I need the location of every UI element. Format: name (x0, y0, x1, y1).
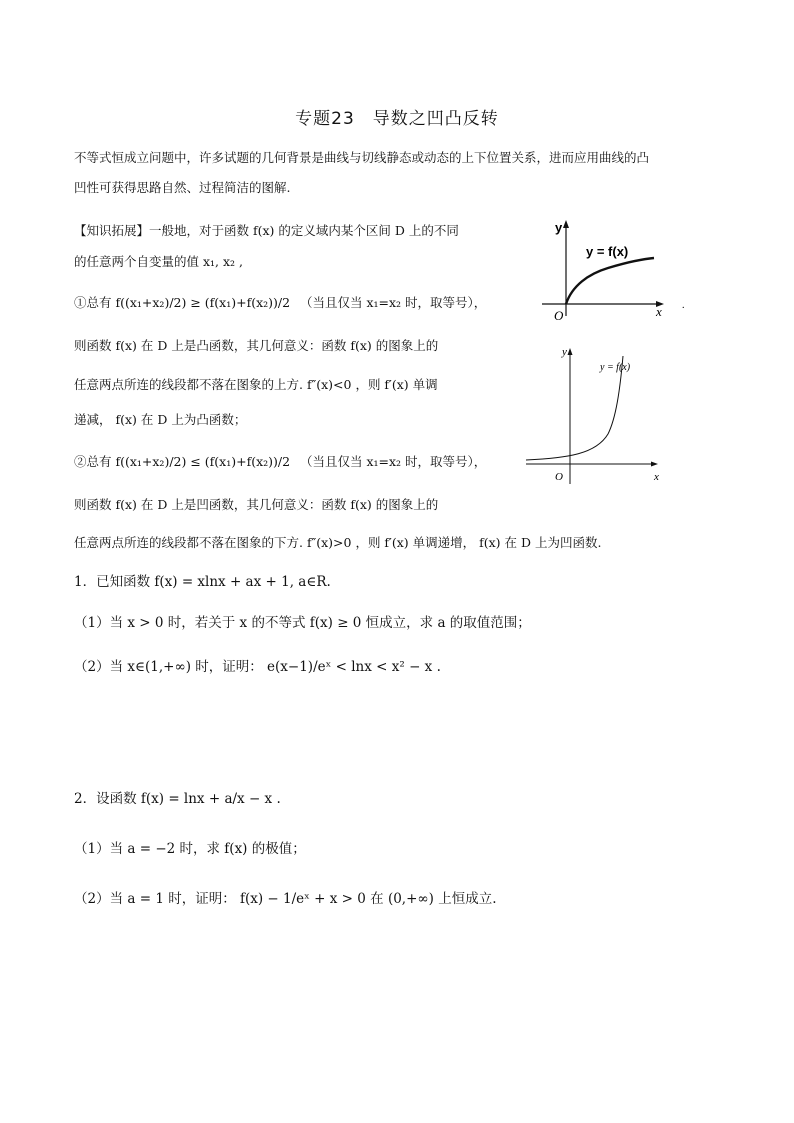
convex-formula: ①总有 f((x₁+x₂)/2) ≥ (f(x₁)+f(x₂))/2 (74, 295, 291, 310)
problem-2-stem: 2．设函数 f(x) = lnx + a/x − x . (74, 791, 281, 807)
page-title: 专题23 导数之凹凸反转 (295, 109, 499, 129)
convex-function-graph (528, 212, 698, 324)
knowledge-line-4: 则函数 f(x) 在 D 上是凸函数，其几何意义：函数 f(x) 的图象上的 (74, 338, 439, 353)
graph1-y-label: y (555, 220, 563, 235)
graph1-dot: . (682, 300, 685, 311)
graph2-origin: O (555, 471, 563, 483)
problem-1-part-2: （2）当 x∈(1,+∞) 时，证明： e(x−1)/eˣ < lnx < x² − x . (74, 659, 441, 675)
concave-function-graph (518, 342, 668, 488)
problem-1-part-1: （1）当 x > 0 时，若关于 x 的不等式 f(x) ≥ 0 恒成立，求 a 的取值范围； (74, 615, 531, 631)
y-axis-arrow (568, 348, 573, 355)
graph2-function-label: y = f(x) (600, 362, 631, 373)
knowledge-line-5: 任意两点所连的线段都不落在图象的上方. f″(x)<0 ，则 f′(x) 单调 (74, 377, 438, 392)
concave-formula: ②总有 f((x₁+x₂)/2) ≤ (f(x₁)+f(x₂))/2 (74, 454, 291, 469)
problem-2-part-1: （1）当 a = −2 时，求 f(x) 的极值； (74, 841, 306, 857)
intro-line-1: 不等式恒成立问题中，许多试题的几何背景是曲线与切线静态或动态的上下位置关系，进而应用曲线的凸 (74, 150, 650, 165)
graph1-x-label: x (656, 304, 662, 319)
graph2-x-label: x (654, 471, 659, 483)
knowledge-line-1: 【知识拓展】一般地，对于函数 f(x) 的定义域内某个区间 D 上的不同 (74, 223, 459, 238)
knowledge-line-6: 递减， f(x) 在 D 上为凸函数； (74, 412, 247, 427)
graph1-function-label: y = f(x) (586, 244, 629, 259)
intro-line-2: 凹性可获得思路自然、过程简洁的图解. (74, 180, 291, 195)
concave-formula-note: （当且仅当 x₁=x₂ 时，取等号）， (300, 454, 487, 469)
problem-2-part-2: （2）当 a = 1 时，证明： f(x) − 1/eˣ + x > 0 在 (0,+∞) 上恒成立. (74, 891, 497, 907)
convex-formula-note: （当且仅当 x₁=x₂ 时，取等号）， (300, 295, 487, 310)
knowledge-line-2: 的任意两个自变量的值 x₁, x₂ , (74, 254, 243, 269)
graph2-y-label: y (562, 346, 567, 358)
x-axis-arrow (651, 462, 658, 467)
knowledge-line-9: 任意两点所连的线段都不落在图象的下方. f″(x)>0 ，则 f′(x) 单调递增， f(x) 在 D 上为凹函数. (74, 535, 602, 550)
knowledge-line-8: 则函数 f(x) 在 D 上是凹函数，其几何意义：函数 f(x) 的图象上的 (74, 497, 439, 512)
problem-1-stem: 1．已知函数 f(x) = xlnx + ax + 1, a∈R. (74, 574, 331, 590)
convex-curve (566, 258, 654, 304)
y-axis-arrow (563, 220, 569, 228)
graph1-origin: O (554, 308, 564, 323)
